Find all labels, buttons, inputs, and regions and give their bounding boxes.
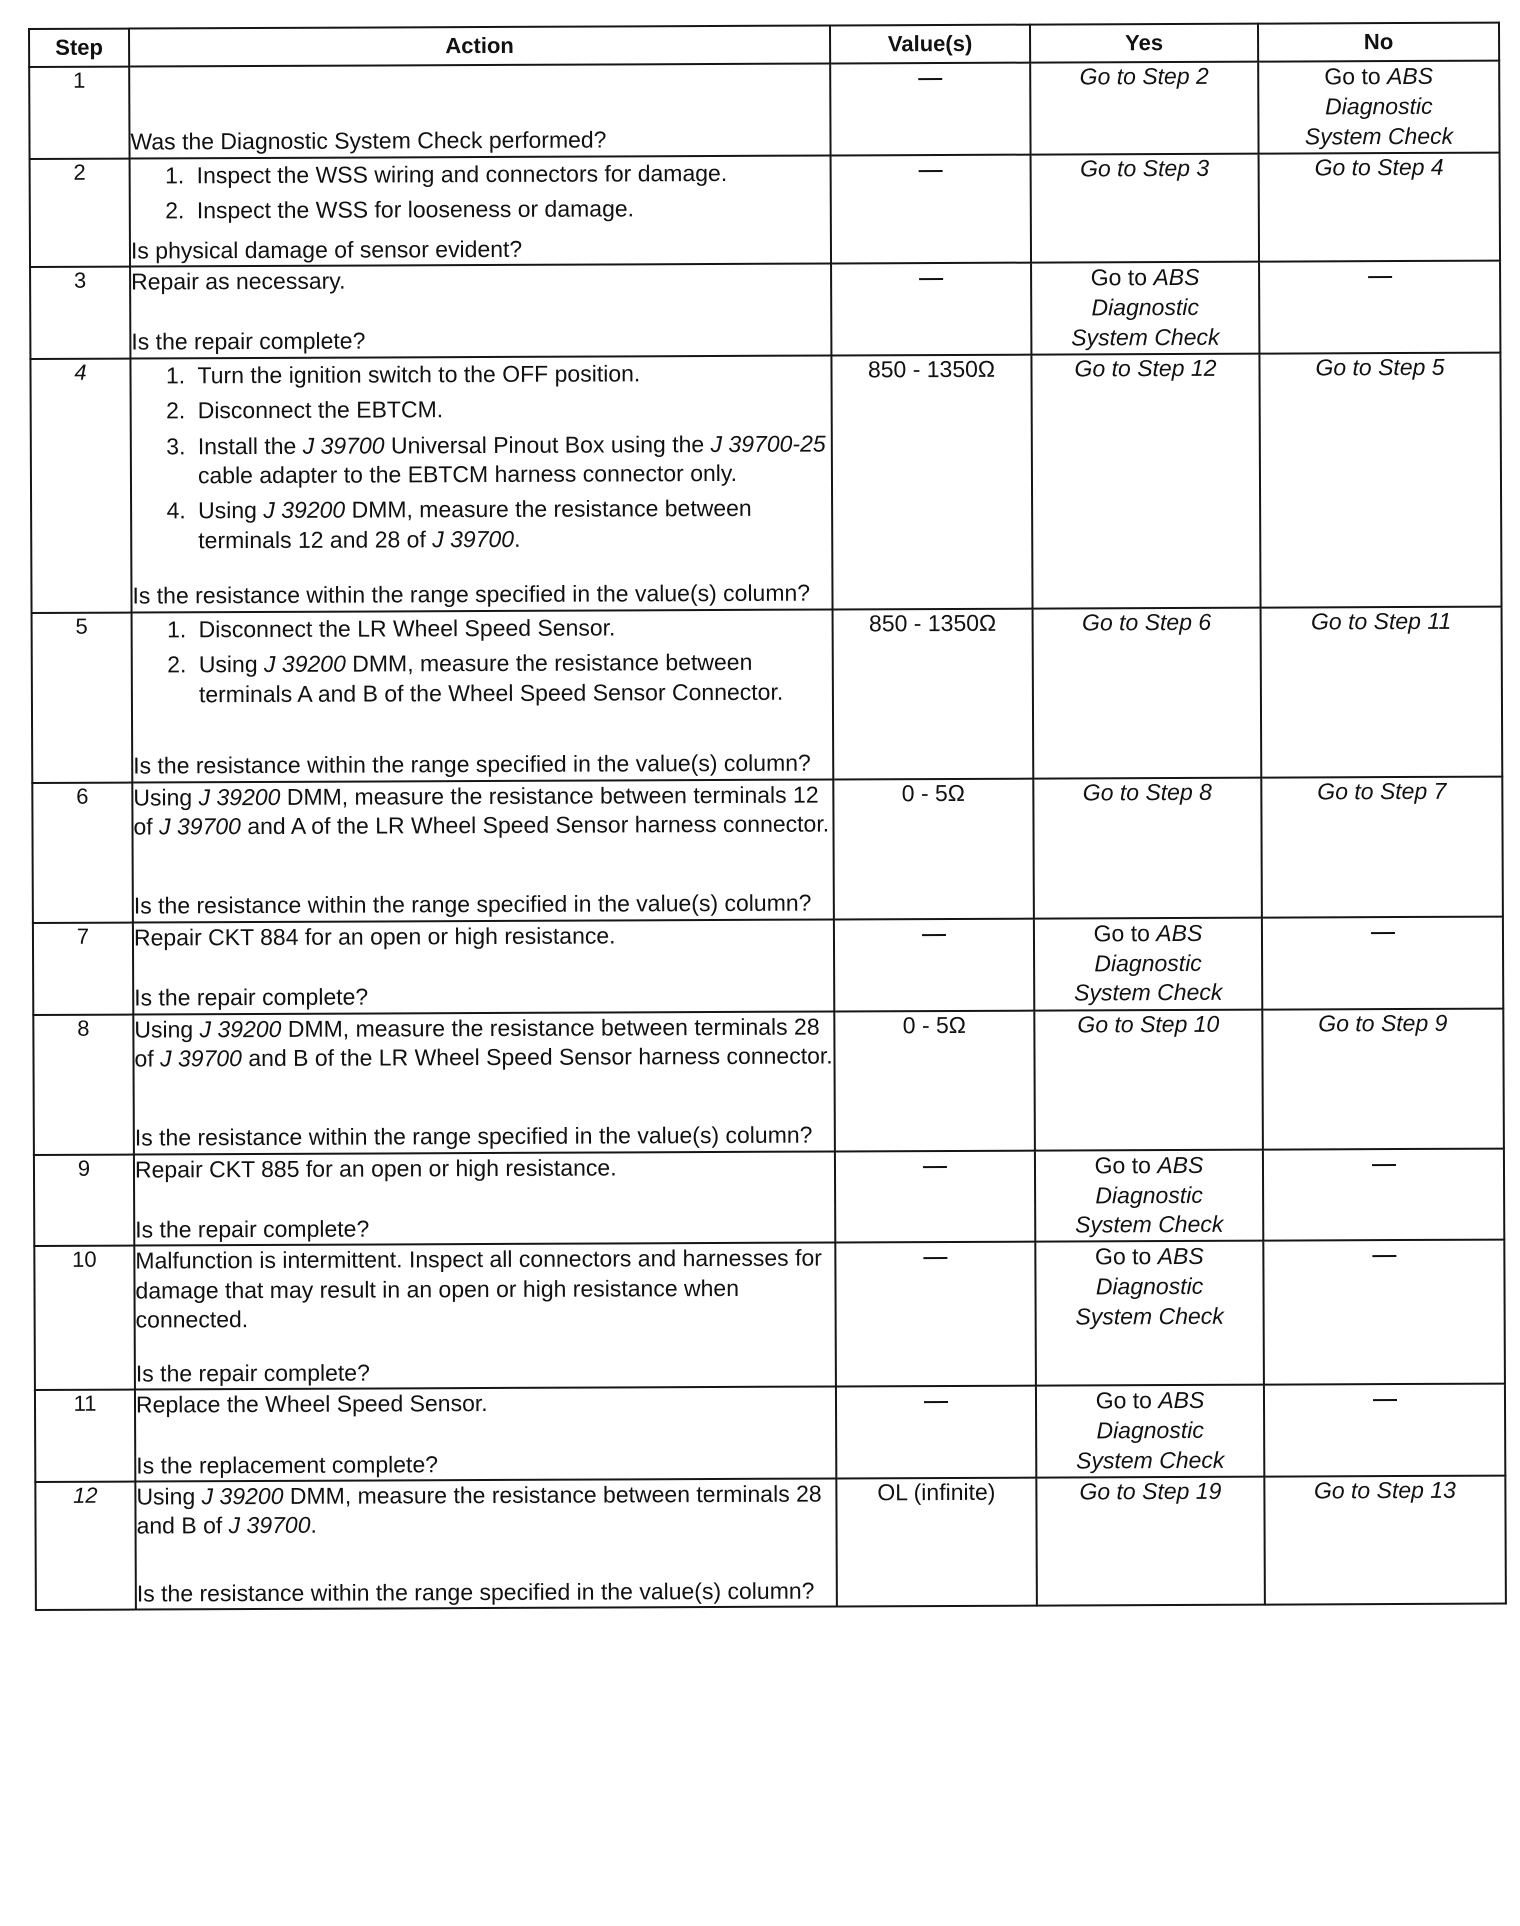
instruction-list bbox=[133, 612, 832, 709]
action-instructions bbox=[133, 780, 832, 842]
action-cell bbox=[132, 609, 834, 782]
header-yes: Yes bbox=[1030, 24, 1258, 63]
dash bbox=[923, 1166, 947, 1168]
action-content bbox=[131, 356, 831, 611]
value-cell bbox=[835, 1242, 1036, 1387]
instruction-text: Using J 39200 DMM, measure the resistance between terminals 28 and B of J 39700. bbox=[136, 1480, 822, 1539]
yes-cell bbox=[1030, 62, 1258, 155]
yes-link bbox=[1036, 1242, 1262, 1333]
no-cell bbox=[1262, 916, 1503, 1009]
tool-ref: J 39200 bbox=[199, 1015, 282, 1042]
step-number: 10 bbox=[34, 1246, 135, 1390]
no-cell bbox=[1263, 1240, 1505, 1385]
instruction-item: 1. Inspect the WSS wiring and connectors for damage. bbox=[191, 158, 830, 190]
dash bbox=[1371, 1164, 1395, 1166]
action-question: Is the resistance within the range specified in the value(s) column? bbox=[132, 579, 811, 609]
no-cell bbox=[1259, 152, 1500, 261]
action-content bbox=[131, 156, 830, 265]
table-row bbox=[30, 352, 1501, 612]
link-line: Go to ABS bbox=[1324, 62, 1434, 90]
dash bbox=[918, 78, 942, 80]
action-cell bbox=[134, 1243, 836, 1390]
action-content bbox=[134, 1012, 834, 1153]
value-cell bbox=[831, 354, 1032, 609]
link-line: Diagnostic bbox=[1091, 293, 1199, 321]
no-cell bbox=[1264, 1384, 1505, 1477]
no-cell bbox=[1264, 1476, 1506, 1605]
dash bbox=[919, 278, 943, 280]
action-instructions bbox=[136, 1388, 835, 1420]
action-question: Is physical damage of sensor evident? bbox=[130, 235, 523, 264]
no-cell bbox=[1258, 61, 1499, 154]
no-cell bbox=[1259, 261, 1500, 354]
link-line: System Check bbox=[1071, 323, 1220, 351]
value-cell bbox=[831, 154, 1031, 263]
action-question: Is the replacement complete? bbox=[136, 1450, 439, 1479]
instruction-text: Replace the Wheel Speed Sensor. bbox=[135, 1390, 488, 1418]
instruction-item: 2. Using J 39200 DMM, measure the resistance between terminals A and B of the Wheel Speed Sensor Connector. bbox=[193, 648, 832, 710]
action-content bbox=[130, 65, 829, 158]
action-instructions bbox=[134, 920, 833, 952]
yes-link bbox=[1037, 1386, 1263, 1477]
step-number: 1 bbox=[29, 67, 129, 159]
action-content bbox=[136, 1479, 836, 1608]
value-cell bbox=[836, 1478, 1037, 1607]
link-line: Diagnostic bbox=[1325, 92, 1433, 120]
header-no: No bbox=[1258, 23, 1499, 62]
yes-cell bbox=[1035, 1241, 1264, 1386]
table-row bbox=[33, 916, 1503, 1014]
instruction-text: Repair CKT 884 for an open or high resistance. bbox=[133, 922, 616, 951]
action-cell bbox=[133, 919, 834, 1014]
action-question: Is the repair complete? bbox=[135, 1359, 370, 1387]
value-text: 0 - 5Ω bbox=[901, 779, 966, 806]
link-emphasis: ABS bbox=[1157, 1151, 1204, 1178]
step-number: 2 bbox=[30, 158, 130, 267]
yes-cell bbox=[1036, 1385, 1264, 1478]
value-cell bbox=[835, 1150, 1035, 1243]
dash bbox=[923, 1257, 947, 1259]
action-question: Is the repair complete? bbox=[134, 983, 369, 1011]
dash bbox=[919, 170, 943, 172]
instruction-item: 1. Disconnect the LR Wheel Speed Sensor. bbox=[193, 612, 832, 644]
action-instructions bbox=[133, 610, 832, 715]
action-content bbox=[136, 1388, 835, 1481]
link-line: System Check bbox=[1075, 1211, 1224, 1238]
action-question: Is the resistance within the range specified in the value(s) column? bbox=[136, 1577, 815, 1607]
table-row bbox=[30, 152, 1500, 267]
instruction-text: Repair CKT 885 for an open or high resistance. bbox=[134, 1154, 617, 1183]
link-line: System Check bbox=[1075, 1302, 1224, 1330]
yes-text: Go to Step 19 bbox=[1079, 1477, 1222, 1505]
instruction-item: 4. Using J 39200 DMM, measure the resistance between terminals 12 and 28 of J 39700. bbox=[192, 494, 831, 556]
no-text: Go to Step 7 bbox=[1317, 777, 1447, 805]
tool-ref: J 39200 bbox=[198, 783, 281, 810]
diagnostic-table-page bbox=[28, 22, 1506, 1914]
link-emphasis: ABS bbox=[1158, 1387, 1205, 1414]
dash bbox=[1372, 1399, 1396, 1401]
yes-text: Go to Step 3 bbox=[1079, 154, 1210, 182]
no-link bbox=[1259, 62, 1498, 153]
action-instructions bbox=[131, 156, 830, 232]
table-row bbox=[29, 61, 1499, 159]
action-cell bbox=[135, 1478, 837, 1609]
link-line: Go to ABS bbox=[1095, 1387, 1205, 1414]
link-emphasis: ABS bbox=[1153, 263, 1200, 291]
value-cell bbox=[836, 1386, 1036, 1479]
header-values: Value(s) bbox=[830, 25, 1030, 64]
value-cell bbox=[830, 63, 1030, 156]
tool-ref: J 39200 bbox=[263, 650, 346, 678]
table-row bbox=[32, 776, 1503, 922]
tool-ref: J 39200 bbox=[263, 497, 346, 524]
yes-text: Go to Step 2 bbox=[1079, 62, 1209, 90]
table-row bbox=[32, 606, 1503, 782]
link-line: Go to ABS bbox=[1090, 263, 1200, 291]
action-question: Was the Diagnostic System Check performed? bbox=[130, 126, 607, 155]
table-row bbox=[35, 1476, 1506, 1610]
value-cell bbox=[834, 918, 1034, 1011]
step-number: 3 bbox=[30, 267, 130, 359]
value-cell bbox=[831, 263, 1031, 356]
link-line: Diagnostic bbox=[1094, 949, 1202, 976]
yes-link bbox=[1036, 1150, 1262, 1241]
link-line: Go to ABS bbox=[1094, 1243, 1204, 1270]
action-instructions bbox=[131, 356, 831, 562]
step-number: 11 bbox=[35, 1390, 135, 1482]
yes-cell bbox=[1036, 1477, 1265, 1606]
action-cell bbox=[130, 355, 832, 612]
yes-link bbox=[1035, 918, 1261, 1009]
table-row bbox=[33, 1008, 1504, 1154]
yes-cell bbox=[1031, 262, 1259, 355]
yes-cell bbox=[1033, 777, 1262, 918]
action-cell bbox=[133, 1011, 835, 1154]
instruction-text: Malfunction is intermittent. Inspect all connectors and harnesses for damage that may result in an open or high resistance when connected. bbox=[135, 1244, 822, 1333]
no-cell bbox=[1263, 1148, 1504, 1241]
action-content bbox=[135, 1244, 835, 1389]
instruction-text: Repair as necessary. bbox=[131, 267, 346, 295]
header-action: Action bbox=[129, 26, 830, 67]
step-number: 6 bbox=[32, 782, 133, 922]
step-number: 8 bbox=[33, 1014, 134, 1154]
tool-ref: J 39700-25 bbox=[710, 430, 826, 457]
no-text: Go to Step 13 bbox=[1313, 1476, 1456, 1504]
link-emphasis: ABS bbox=[1386, 62, 1434, 90]
value-cell bbox=[834, 1010, 1035, 1151]
step-number: 12 bbox=[35, 1482, 136, 1610]
step-number: 5 bbox=[32, 612, 133, 782]
dash bbox=[924, 1401, 948, 1403]
tool-ref: J 39700 bbox=[432, 525, 515, 553]
action-question: Is the repair complete? bbox=[135, 1215, 370, 1243]
action-question: Is the resistance within the range specified in the value(s) column? bbox=[134, 1121, 813, 1151]
tool-ref: J 39700 bbox=[302, 431, 385, 459]
link-line: Go to ABS bbox=[1094, 1151, 1204, 1179]
link-emphasis: ABS bbox=[1156, 919, 1203, 946]
tool-ref: J 39700 bbox=[159, 813, 241, 840]
instruction-text: Using J 39200 DMM, measure the resistance between terminals 12 of J 39700 and A of the LR Wheel Speed Sensor harness connector. bbox=[133, 781, 830, 840]
instruction-item: 1. Turn the ignition switch to the OFF position. bbox=[191, 358, 830, 390]
link-line: System Check bbox=[1304, 122, 1454, 150]
step-number: 9 bbox=[34, 1154, 134, 1246]
action-cell bbox=[130, 155, 831, 266]
table-header-row bbox=[29, 23, 1499, 67]
value-cell bbox=[833, 778, 1034, 919]
no-text: Go to Step 5 bbox=[1315, 353, 1445, 381]
yes-text: Go to Step 8 bbox=[1082, 778, 1212, 806]
table-body bbox=[29, 61, 1506, 1610]
link-line: Diagnostic bbox=[1096, 1417, 1204, 1444]
instruction-text: Using J 39200 DMM, measure the resistance between terminals 28 of J 39700 and B of the LR Wheel Speed Sensor harness connector. bbox=[134, 1013, 833, 1072]
no-text: Go to Step 11 bbox=[1310, 607, 1452, 635]
action-instructions bbox=[135, 1244, 834, 1335]
instruction-list bbox=[131, 358, 831, 556]
diagnostic-table bbox=[28, 22, 1507, 1611]
yes-cell bbox=[1033, 607, 1262, 778]
link-emphasis: ABS bbox=[1157, 1243, 1204, 1270]
value-text: 0 - 5Ω bbox=[902, 1011, 967, 1038]
table-row bbox=[35, 1384, 1505, 1482]
value-text: 850 - 1350Ω bbox=[867, 355, 996, 382]
action-cell bbox=[135, 1387, 836, 1482]
link-line: System Check bbox=[1076, 1446, 1225, 1474]
link-line: Diagnostic bbox=[1095, 1273, 1204, 1300]
yes-cell bbox=[1034, 917, 1262, 1010]
action-cell bbox=[134, 1151, 835, 1246]
action-cell bbox=[129, 64, 830, 159]
action-content bbox=[135, 1152, 834, 1245]
table-row bbox=[34, 1240, 1505, 1390]
instruction-item: 3. Install the J 39700 Universal Pinout Box using the J 39700-25 cable adapter to the EBTCM harness connector only. bbox=[192, 429, 831, 491]
yes-cell bbox=[1034, 1009, 1263, 1150]
no-cell bbox=[1261, 776, 1503, 917]
action-content bbox=[133, 780, 833, 921]
tool-ref: J 39200 bbox=[201, 1482, 284, 1510]
step-number: 7 bbox=[33, 922, 133, 1014]
action-instructions bbox=[136, 1479, 835, 1541]
yes-cell bbox=[1031, 153, 1259, 262]
yes-text: Go to Step 10 bbox=[1077, 1010, 1220, 1038]
dash bbox=[1368, 276, 1392, 278]
tool-ref: J 39700 bbox=[160, 1045, 242, 1072]
link-line: System Check bbox=[1074, 979, 1223, 1006]
yes-text: Go to Step 6 bbox=[1081, 608, 1212, 636]
action-question: Is the repair complete? bbox=[131, 327, 366, 355]
action-cell bbox=[130, 263, 831, 358]
yes-cell bbox=[1031, 353, 1260, 608]
action-content bbox=[131, 264, 830, 357]
link-line: Go to ABS bbox=[1093, 919, 1203, 947]
no-cell bbox=[1259, 352, 1501, 607]
tool-ref: J 39700 bbox=[228, 1512, 311, 1539]
yes-link bbox=[1032, 263, 1258, 354]
instruction-item: 2. Inspect the WSS for looseness or damage. bbox=[191, 194, 830, 226]
step-number: 4 bbox=[30, 358, 131, 612]
yes-text: Go to Step 12 bbox=[1074, 354, 1217, 382]
action-instructions bbox=[131, 264, 830, 296]
no-text: Go to Step 9 bbox=[1318, 1009, 1448, 1037]
yes-cell bbox=[1035, 1149, 1263, 1242]
no-text: Go to Step 4 bbox=[1314, 153, 1444, 181]
no-cell bbox=[1262, 1008, 1504, 1149]
link-line: Diagnostic bbox=[1095, 1181, 1203, 1208]
dash bbox=[922, 934, 946, 936]
action-question: Is the resistance within the range specified in the value(s) column? bbox=[133, 749, 811, 779]
instruction-list bbox=[131, 158, 830, 226]
action-content bbox=[133, 610, 833, 781]
value-text: OL (infinite) bbox=[877, 1478, 996, 1506]
action-question: Is the resistance within the range specified in the value(s) column? bbox=[133, 889, 812, 919]
value-text: 850 - 1350Ω bbox=[868, 609, 997, 636]
action-instructions bbox=[135, 1152, 834, 1184]
action-content bbox=[134, 920, 833, 1013]
dash bbox=[1372, 1255, 1396, 1257]
instruction-item: 2. Disconnect the EBTCM. bbox=[192, 394, 831, 426]
action-instructions bbox=[134, 1012, 833, 1074]
dash bbox=[1370, 932, 1394, 934]
header-step: Step bbox=[29, 29, 129, 67]
action-cell bbox=[132, 779, 834, 922]
no-cell bbox=[1261, 606, 1503, 777]
table-row bbox=[30, 261, 1500, 359]
value-cell bbox=[833, 608, 1034, 779]
table-row bbox=[34, 1148, 1504, 1246]
